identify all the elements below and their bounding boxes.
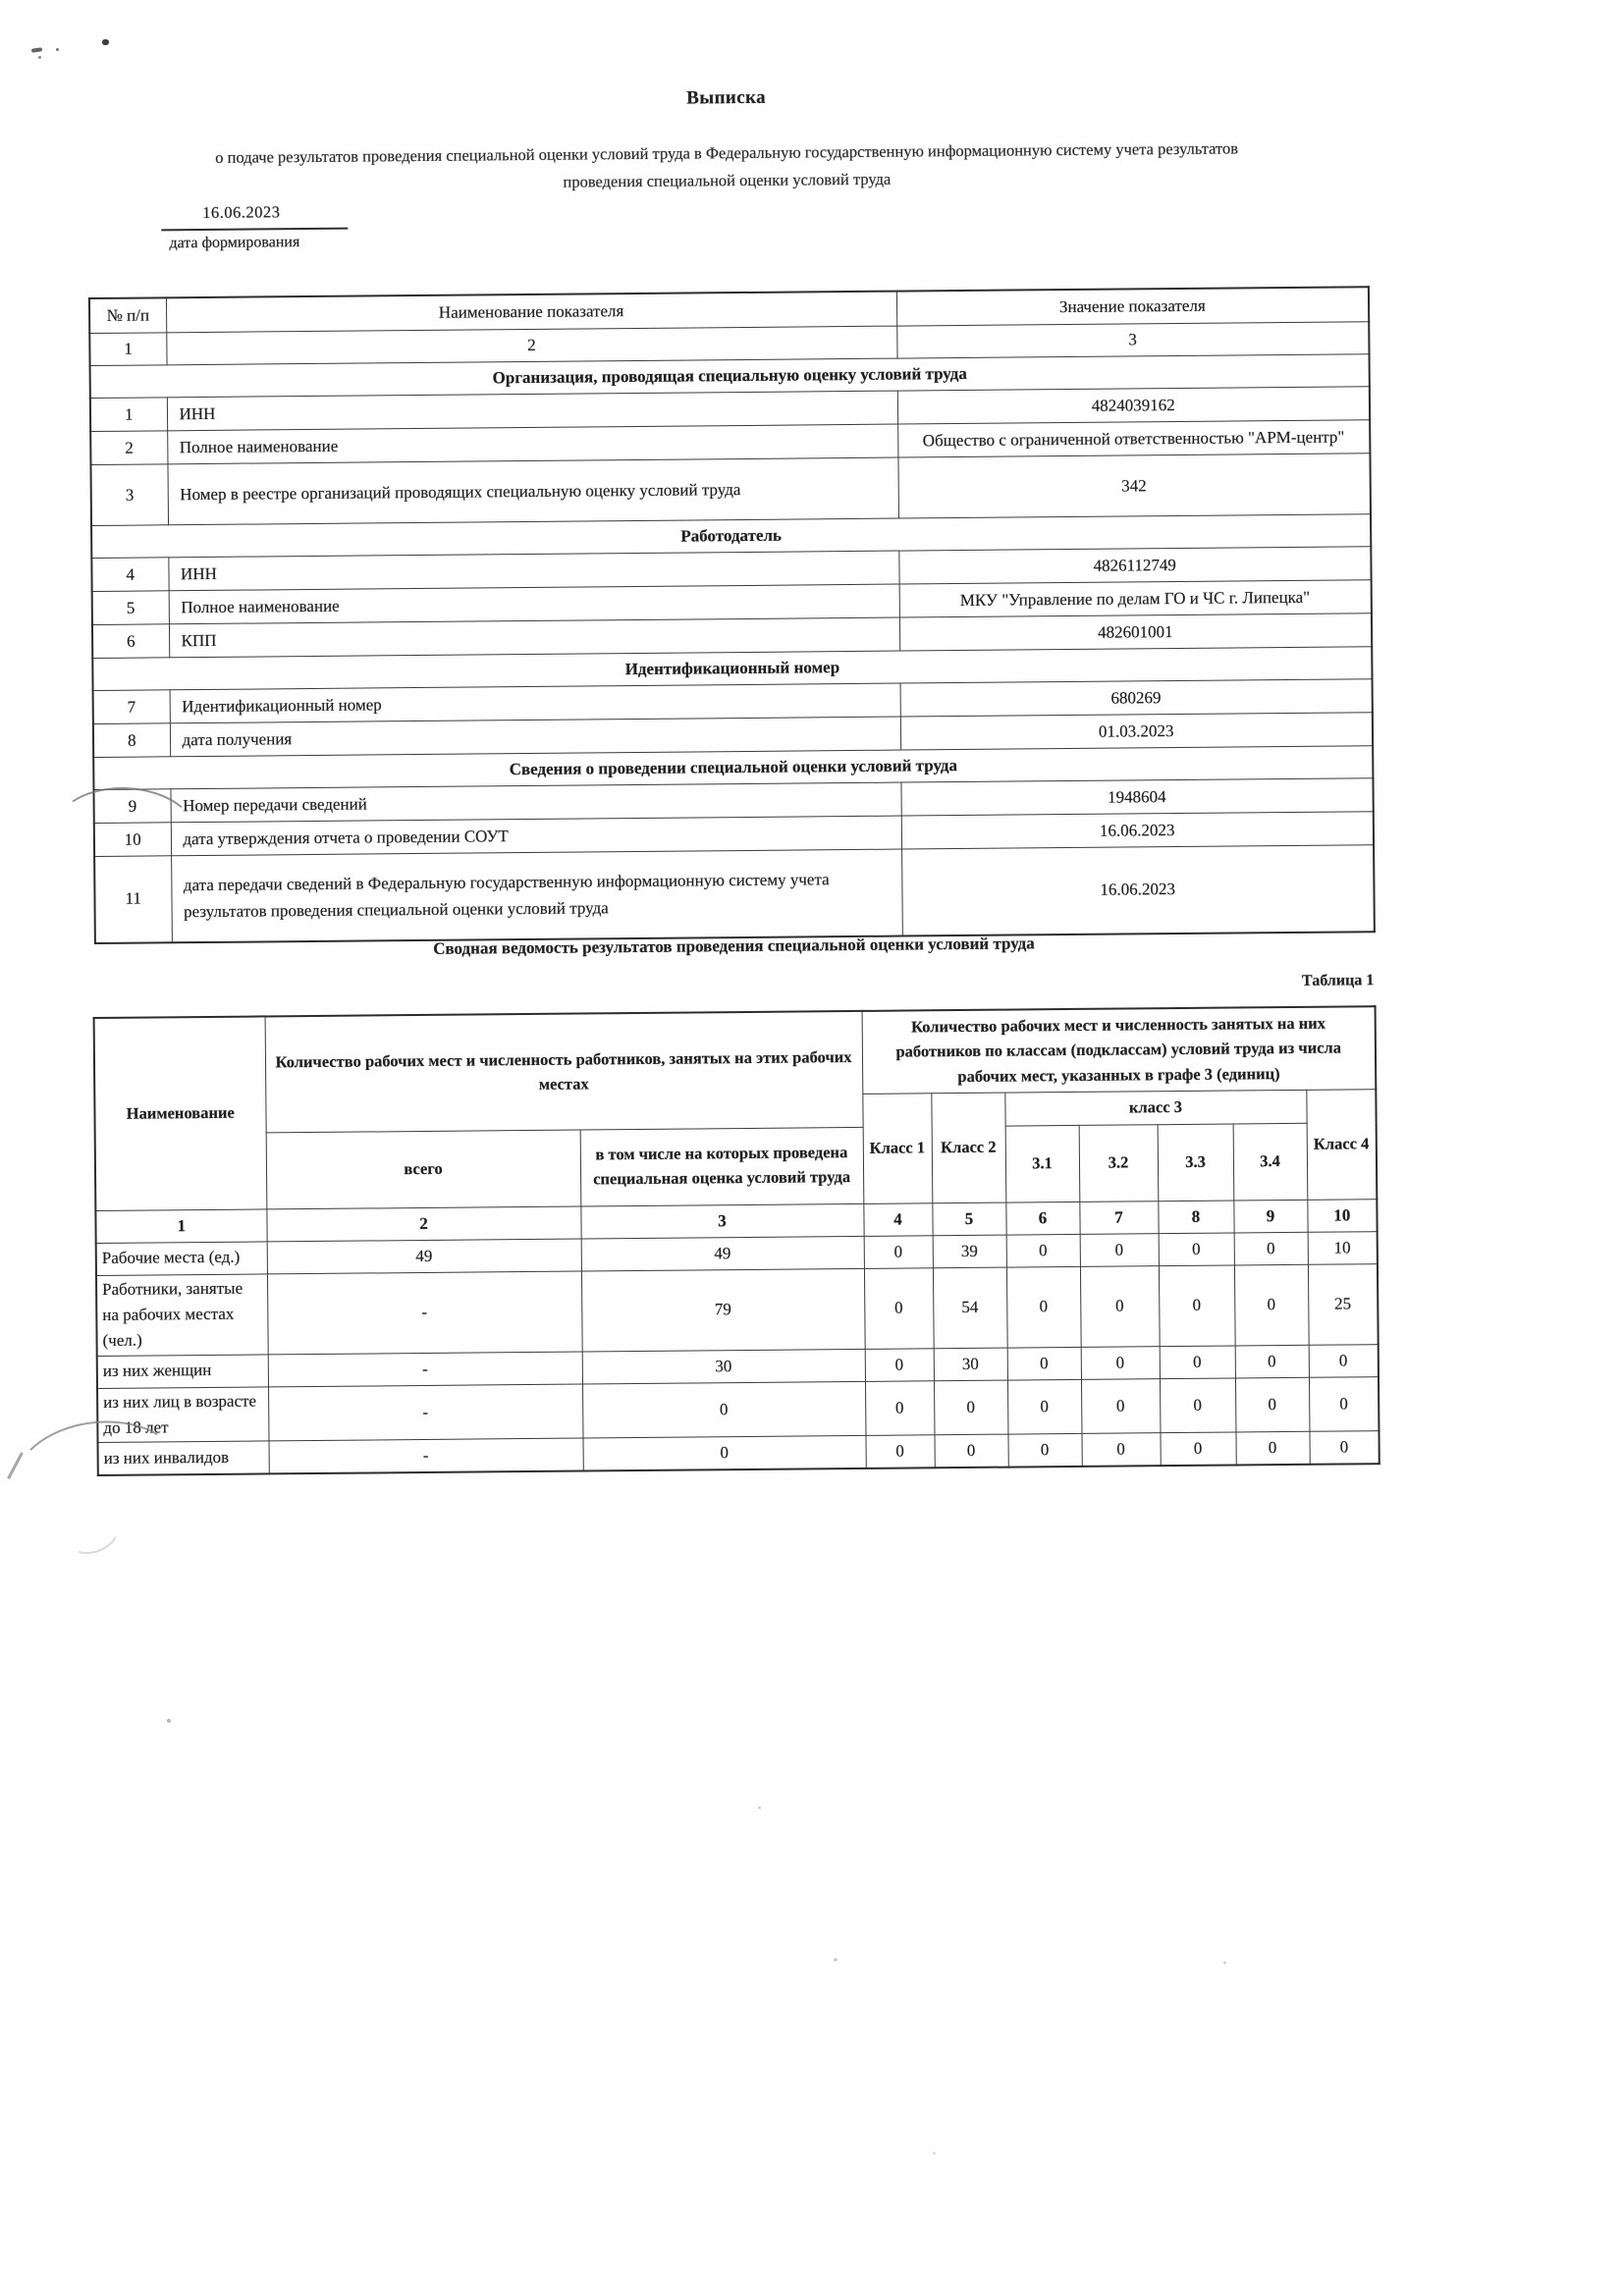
- row-label-cell: дата утверждения отчета о проведении СОУТ: [171, 816, 901, 856]
- data-cell: 49: [267, 1239, 581, 1274]
- data-cell: -: [269, 1438, 583, 1473]
- row-value-cell: 482601001: [899, 614, 1372, 651]
- data-cell: 0: [1160, 1378, 1236, 1433]
- row-value-cell: 16.06.2023: [901, 812, 1374, 849]
- data-cell: 0: [934, 1434, 1007, 1468]
- data-cell: 0: [1081, 1346, 1160, 1379]
- data-cell: -: [268, 1352, 582, 1387]
- row-num-cell: 3: [90, 464, 168, 526]
- column-number-cell: 10: [1307, 1199, 1377, 1232]
- data-cell: 0: [1309, 1431, 1379, 1465]
- data-cell: 0: [582, 1381, 865, 1438]
- data-cell: 10: [1308, 1231, 1378, 1264]
- data-cell: 0: [1234, 1264, 1309, 1346]
- column-number-cell: 8: [1158, 1200, 1233, 1233]
- table-caption: Таблица 1: [1301, 972, 1375, 989]
- workplaces-group-header: Количество рабочих мест и численность работников, занятых на этих рабочих местах: [265, 1011, 863, 1133]
- class3-1-header: 3.1: [1005, 1125, 1080, 1202]
- data-cell: 0: [583, 1436, 866, 1471]
- column-number-cell: 3: [896, 322, 1369, 358]
- data-cell: 0: [1081, 1378, 1161, 1433]
- row-label-cell: Полное наименование: [167, 424, 897, 464]
- row-label-cell: дата передачи сведений в Федеральную государственную информационную систему учета результатов проведения специальной оценки условий труда: [171, 849, 902, 942]
- row-num-cell: 1: [90, 398, 167, 432]
- data-cell: 25: [1308, 1263, 1379, 1345]
- row-label-cell: Рабочие места (ед.): [96, 1241, 267, 1275]
- header-cell: Значение показателя: [896, 287, 1369, 326]
- data-cell: 0: [1080, 1233, 1159, 1266]
- row-label-cell: из них женщин: [97, 1354, 268, 1388]
- row-num-cell: 9: [93, 789, 170, 824]
- formation-date-value: 16.06.2023: [202, 202, 281, 222]
- column-number-cell: 3: [580, 1203, 863, 1239]
- column-number-cell: 2: [166, 326, 896, 365]
- summary-header-row-3: [95, 1122, 1378, 1210]
- class3-group-header: класс 3: [1004, 1090, 1306, 1126]
- row-num-cell: 11: [94, 856, 172, 943]
- class3-2-header: 3.2: [1079, 1124, 1159, 1201]
- column-number-cell: 1: [95, 1208, 266, 1243]
- including-header: в том числе на которых проведена специальная оценка условий труда: [580, 1127, 864, 1206]
- summary-table: [93, 1005, 1380, 1476]
- data-cell: 0: [864, 1267, 934, 1349]
- class3-4-header: 3.4: [1233, 1123, 1308, 1201]
- data-cell: 0: [865, 1435, 934, 1468]
- section-title: Работодатель: [91, 514, 1371, 559]
- class2-header: Класс 2: [931, 1093, 1005, 1203]
- document-subtitle-line2: проведения специальной оценки условий труда: [563, 169, 892, 191]
- row-num-cell: 10: [94, 823, 171, 857]
- data-cell: -: [268, 1384, 582, 1442]
- document-title: Выписка: [686, 86, 767, 109]
- row-label-cell: ИНН: [167, 391, 897, 431]
- row-label-cell: Номер в реестре организаций проводящих специальную оценку условий труда: [167, 457, 898, 525]
- report-table: [88, 286, 1376, 943]
- row-value-cell: 342: [897, 454, 1371, 518]
- section-title: Организация, проводящая специальную оценку условий труда: [90, 354, 1370, 399]
- data-cell: 0: [1007, 1434, 1081, 1468]
- summary-header-row-1: [94, 1006, 1377, 1100]
- data-cell: 0: [1007, 1379, 1082, 1434]
- row-label-cell: Номер передачи сведений: [170, 782, 900, 823]
- data-cell: 39: [933, 1235, 1006, 1268]
- row-num-cell: 8: [93, 723, 170, 758]
- row-value-cell: 4824039162: [897, 387, 1370, 424]
- data-cell: -: [267, 1271, 582, 1355]
- row-label-cell: из них инвалидов: [98, 1441, 269, 1475]
- data-cell: 0: [1159, 1264, 1235, 1346]
- class3-3-header: 3.3: [1158, 1124, 1234, 1201]
- data-cell: 0: [1006, 1266, 1081, 1348]
- formation-date-block: [161, 201, 377, 252]
- row-value-cell: 1948604: [900, 778, 1373, 816]
- data-cell: 0: [1309, 1376, 1380, 1431]
- row-value-cell: 4826112749: [898, 547, 1371, 584]
- formation-date-label: дата формирования: [169, 234, 300, 252]
- data-cell: 30: [934, 1348, 1007, 1381]
- section-title: Сведения о проведении специальной оценки условий труда: [93, 746, 1373, 790]
- data-cell: 0: [1234, 1232, 1308, 1265]
- data-cell: 0: [1235, 1432, 1309, 1466]
- row-num-cell: 4: [91, 558, 168, 592]
- column-number-cell: 4: [863, 1202, 932, 1236]
- data-cell: 0: [1235, 1345, 1309, 1378]
- data-cell: 0: [865, 1380, 935, 1435]
- data-cell: 79: [581, 1268, 865, 1352]
- data-cell: 0: [1081, 1433, 1160, 1467]
- document-subtitle: [87, 133, 1367, 200]
- data-cell: 0: [934, 1380, 1008, 1435]
- data-cell: 54: [933, 1267, 1007, 1349]
- data-cell: 30: [582, 1349, 865, 1384]
- document-subtitle-line1: о подаче результатов проведения специальной оценки условий труда в Федеральную государственную информационную систему учета результатов: [215, 138, 1239, 167]
- row-num-cell: 6: [92, 624, 169, 659]
- data-cell: 49: [581, 1236, 864, 1271]
- header-cell: Наименование показателя: [166, 292, 896, 333]
- column-number-cell: 9: [1233, 1200, 1307, 1233]
- data-cell: 0: [1007, 1347, 1081, 1380]
- data-cell: 0: [1160, 1432, 1235, 1466]
- total-header: всего: [266, 1130, 581, 1209]
- name-column-header: Наименование: [94, 1016, 267, 1210]
- data-cell: 0: [1160, 1346, 1235, 1379]
- class1-header: Класс 1: [862, 1093, 932, 1203]
- row-label-cell: из них лиц в возрасте до 18 лет: [97, 1386, 268, 1442]
- table-row: [90, 454, 1371, 526]
- section-title: Идентификационный номер: [92, 647, 1372, 691]
- row-num-cell: 2: [90, 431, 167, 465]
- row-label-cell: ИНН: [168, 551, 898, 591]
- data-cell: 0: [1159, 1232, 1234, 1265]
- data-cell: 0: [864, 1235, 933, 1268]
- classes-group-header: Количество рабочих мест и численность занятых на них работников по классам (подклассам) условий труда из числа рабочих мест, указанных в графе 3 (единиц): [862, 1006, 1377, 1094]
- data-cell: 0: [1006, 1234, 1080, 1267]
- row-label-cell: Полное наименование: [169, 584, 899, 624]
- row-value-cell: 16.06.2023: [901, 845, 1375, 935]
- row-num-cell: 7: [93, 690, 170, 724]
- row-value-cell: Общество с ограниченной ответственностью "АРМ-центр": [897, 420, 1370, 457]
- row-label-cell: Идентификационный номер: [170, 683, 900, 723]
- column-number-cell: 7: [1079, 1201, 1158, 1234]
- data-cell: 0: [1235, 1377, 1310, 1432]
- table-row: [94, 845, 1375, 943]
- row-num-cell: 5: [92, 591, 169, 625]
- row-label-cell: Работники, занятые на рабочих местах (чел.): [96, 1273, 268, 1356]
- row-label-cell: дата получения: [170, 717, 900, 757]
- row-value-cell: 680269: [900, 679, 1373, 717]
- row-label-cell: КПП: [169, 617, 899, 658]
- table-row: [96, 1263, 1379, 1356]
- row-value-cell: 01.03.2023: [900, 713, 1373, 750]
- class4-header: Класс 4: [1306, 1089, 1377, 1200]
- data-cell: 0: [1309, 1344, 1379, 1377]
- column-number-cell: 5: [932, 1202, 1005, 1236]
- column-number-cell: 6: [1005, 1201, 1079, 1235]
- data-cell: 0: [865, 1348, 934, 1381]
- row-value-cell: МКУ "Управление по делам ГО и ЧС г. Липецка": [899, 580, 1372, 617]
- column-number-cell: 1: [89, 333, 166, 366]
- column-number-cell: 2: [266, 1206, 580, 1242]
- data-cell: 0: [1080, 1265, 1160, 1347]
- summary-section-title: Сводная ведомость результатов проведения специальной оценки условий труда: [433, 934, 1035, 958]
- header-cell: № п/п: [89, 297, 166, 333]
